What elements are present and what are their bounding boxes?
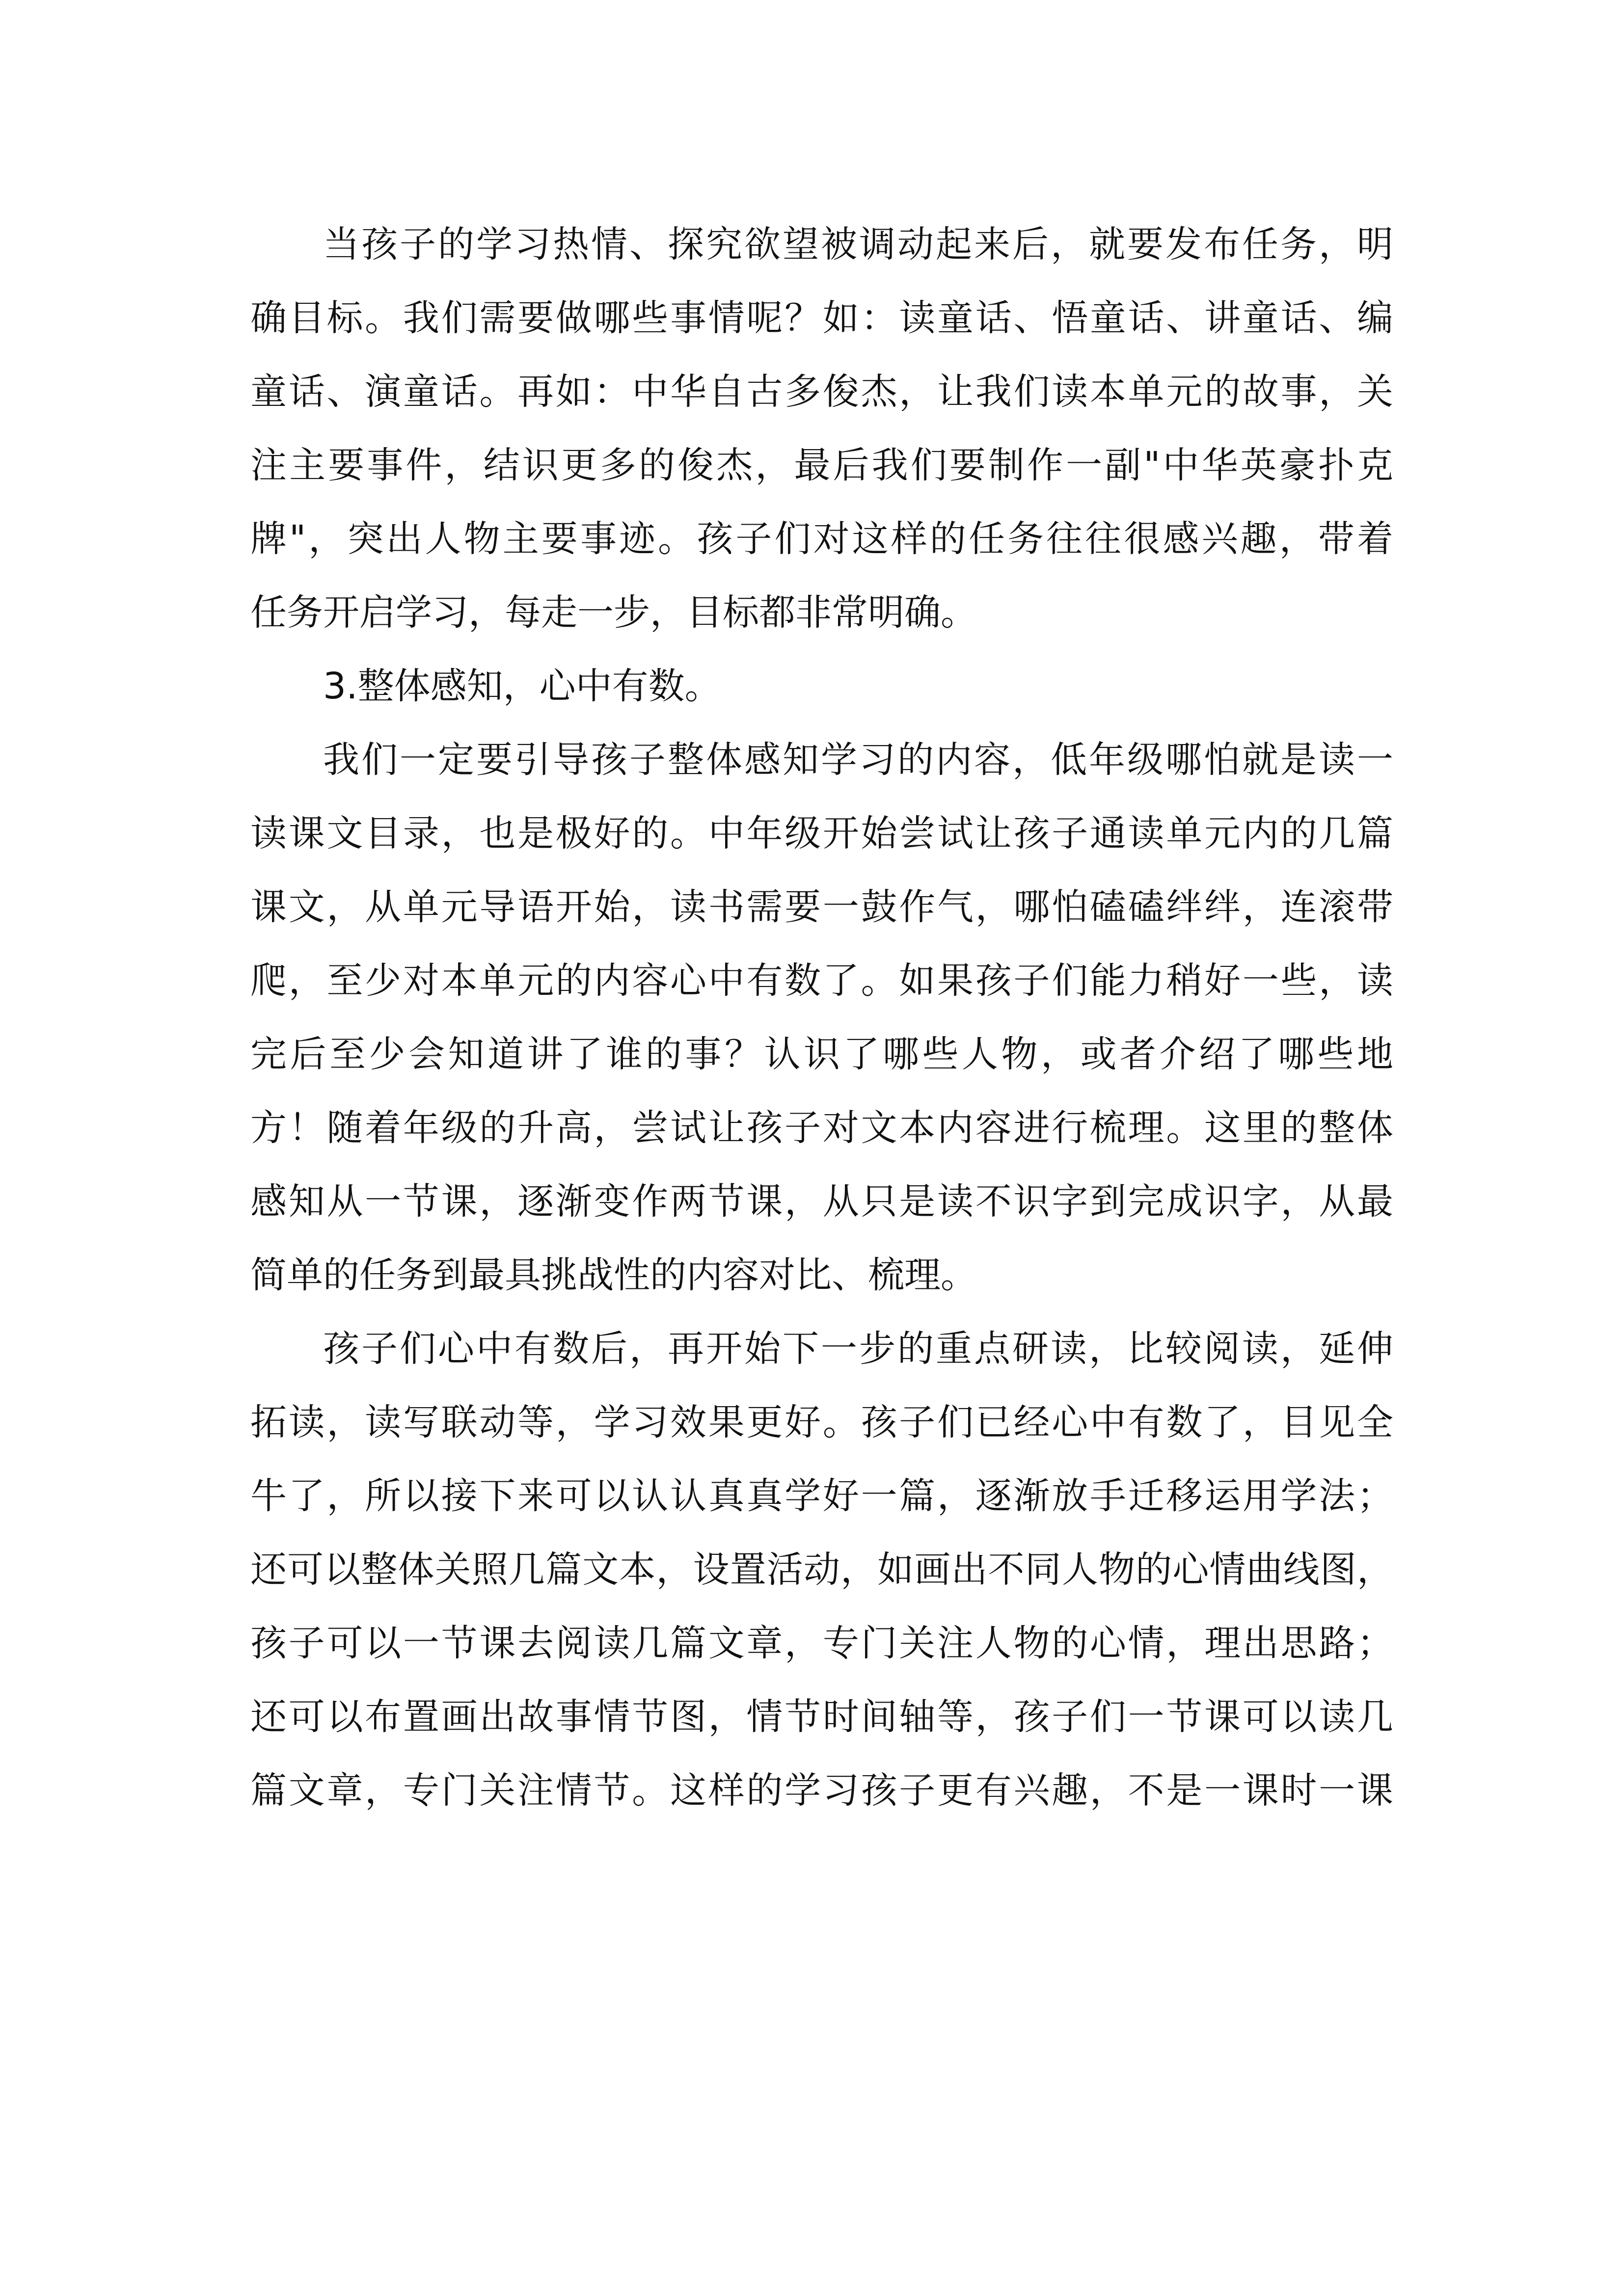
text-line: 拓读，读写联动等，学习效果更好。孩子们已经心中有数了，目见全 [250, 1401, 1393, 1443]
text-line: 感知从一节课，逐渐变作两节课，从只是读不识字到完成识字，从最 [250, 1180, 1393, 1223]
document-body [250, 208, 1393, 1827]
text-line: 课文，从单元导语开始，读书需要一鼓作气，哪怕磕磕绊绊，连滚带 [250, 886, 1393, 928]
text-line: 简单的任务到最具挑战性的内容对比、梳理。 [250, 1254, 977, 1296]
paragraph [250, 208, 1393, 649]
text-line: 还可以整体关照几篇文本，设置活动，如画出不同人物的心情曲线图， [250, 1548, 1393, 1591]
text-line: 篇文章，专门关注情节。这样的学习孩子更有兴趣，不是一课时一课 [250, 1769, 1393, 1812]
text-line: 任务开启学习，每走一步，目标都非常明确。 [250, 591, 977, 634]
text-line: 读课文目录，也是极好的。中年级开始尝试让孩子通读单元内的几篇 [250, 812, 1393, 854]
text-line: 孩子可以一节课去阅读几篇文章，专门关注人物的心情，理出思路； [250, 1622, 1393, 1664]
text-line: 孩子们心中有数后，再开始下一步的重点研读，比较阅读，延伸 [323, 1328, 1393, 1370]
text-line: 爬，至少对本单元的内容心中有数了。如果孩子们能力稍好一些，读 [250, 960, 1393, 1002]
text-line: 童话、演童话。再如：中华自古多俊杰，让我们读本单元的故事，关 [250, 371, 1393, 413]
text-line: 3.整体感知，心中有数。 [323, 665, 721, 707]
paragraph [250, 649, 1393, 723]
text-line: 我们一定要引导孩子整体感知学习的内容，低年级哪怕就是读一 [323, 739, 1393, 781]
text-line: 还可以布置画出故事情节图，情节时间轴等，孩子们一节课可以读几 [250, 1696, 1393, 1738]
text-line: 完后至少会知道讲了谁的事？认识了哪些人物，或者介绍了哪些地 [250, 1033, 1393, 1075]
text-line: 确目标。我们需要做哪些事情呢？如：读童话、悟童话、讲童话、编 [250, 297, 1393, 339]
paragraph [250, 1312, 1393, 1827]
paragraph [250, 723, 1393, 1312]
text-line: 当孩子的学习热情、探究欲望被调动起来后，就要发布任务，明 [323, 223, 1393, 266]
text-line: 方！随着年级的升高，尝试让孩子对文本内容进行梳理。这里的整体 [250, 1107, 1393, 1149]
text-line: 牌"，突出人物主要事迹。孩子们对这样的任务往往很感兴趣，带着 [250, 518, 1393, 560]
text-line: 注主要事件，结识更多的俊杰，最后我们要制作一副"中华英豪扑克 [250, 444, 1393, 486]
text-line: 牛了，所以接下来可以认认真真学好一篇，逐渐放手迁移运用学法； [250, 1475, 1393, 1517]
